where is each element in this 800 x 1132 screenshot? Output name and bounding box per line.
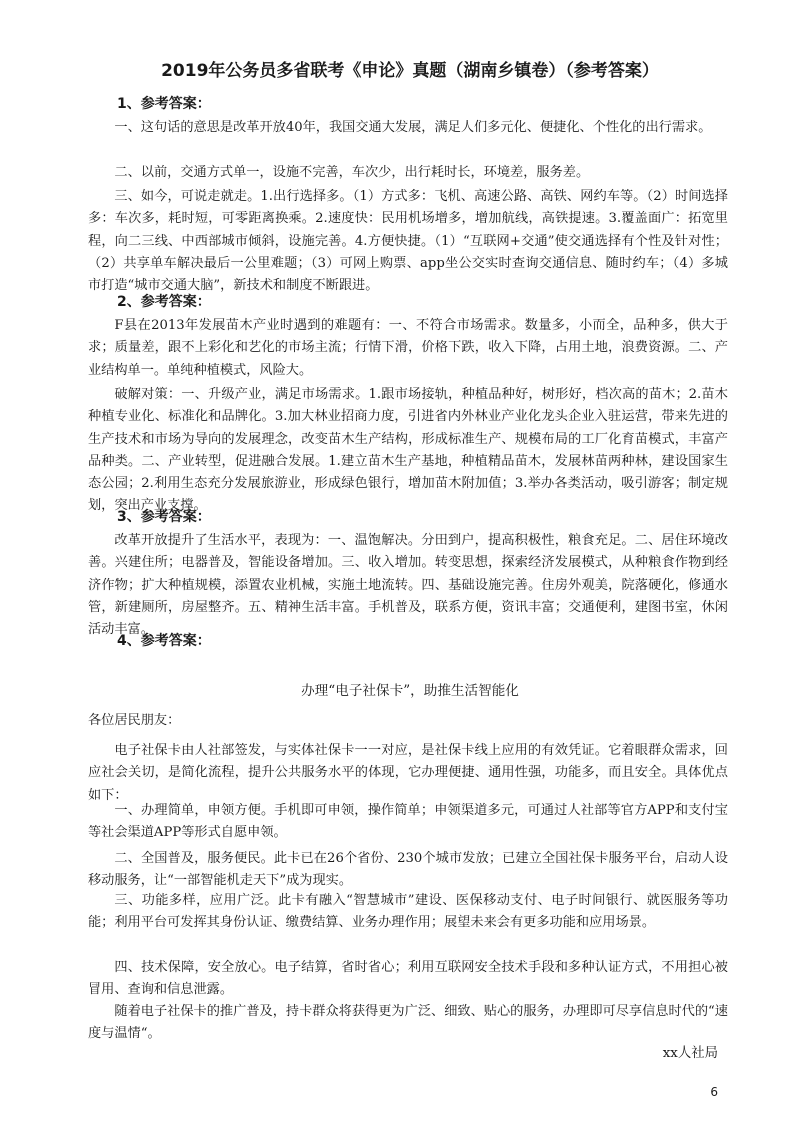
letter-paragraph-4: 三、功能多样，应用广泛。此卡有融入“智慧城市”建设、医保移动支付、电子时间银行、就医服务等功能；利用平台可发挥其身份认证、缴费结算、业务办理作用；展望未来会有更多功能和应用场景。 — [88, 893, 728, 931]
letter-paragraph-2: 一、办理简单，申领方便。手机即可申领，操作简单；申领渠道多元，可通过人社部等官方APP和支付宝等社会渠道APP等形式自愿申领。 — [88, 803, 728, 841]
section-4-heading: 4、参考答案： — [117, 633, 211, 649]
section-2-paragraph-1: F县在2013年发展苗木产业时遇到的难题有：一、不符合市场需求。数量多，小而全，品种多，供大于求；质量差，跟不上彩化和艺化的市场主流；行情下滑，价格下跌，收入下降，占用土地，浪费资源。二、产业结构单一。单纯种植模式，风险大。 — [88, 318, 728, 378]
letter-title: 办理“电子社保卡”，助推生活智能化 — [301, 683, 519, 699]
document-title: 2019年公务员多省联考《申论》真题（湖南乡镇卷）（参考答案） — [161, 61, 659, 81]
letter-salutation: 各位居民朋友： — [88, 713, 181, 728]
section-2-heading: 2、参考答案： — [117, 294, 211, 310]
section-1-paragraph-1: 一、这句话的意思是改革开放40年，我国交通大发展，满足人们多元化、便捷化、个性化的出行需求。 — [114, 120, 712, 135]
letter-paragraph-5: 四、技术保障，安全放心。电子结算，省时省心；利用互联网安全技术手段和多种认证方式，不用担心被冒用、查询和信息泄露。 — [88, 960, 728, 998]
section-1-paragraph-3: 三、如今，可说走就走。1.出行选择多。（1）方式多：飞机、高速公路、高铁、网约车等。（2）时间选择多：车次多，耗时短，可零距离换乘。2.速度快：民用机场增多，增加航线，高铁提速。3.覆盖面广：拓宽里程，向二三线、中西部城市倾斜，设施完善。4.方便快捷。（1）“互联网+交通”使交通选择有个性及针对性；（2）共享单车解决最后一公里难题；（3）可网上购票、app坐公交实时查询交通信息、随时约车；（4）多城市打造“城市交通大脑”，新技术和制度不断跟进。 — [88, 189, 728, 294]
section-3-heading: 3、参考答案： — [117, 509, 211, 525]
section-3-paragraph-1: 改革开放提升了生活水平，表现为：一、温饱解决。分田到户，提高积极性，粮食充足。二、居住环境改善。兴建住所；电器普及，智能设备增加。三、收入增加。转变思想，探索经济发展模式，从种粮食作物到经济作物；扩大种植规模，添置农业机械，实施土地流转。四、基础设施完善。住房外观美，院落硬化，修通水管，新建厕所，房屋整齐。五、精神生活丰富。手机普及，联系方便，资讯丰富；交通便利，建图书室，休闲活动丰富。 — [88, 533, 728, 638]
letter-paragraph-1: 电子社保卡由人社部签发，与实体社保卡一一对应，是社保卡线上应用的有效凭证。它着眼群众需求，回应社会关切，是简化流程，提升公共服务水平的体现，它办理便捷、通用性强，功能多，而且安全。具体优点如下： — [88, 743, 728, 803]
section-1-paragraph-2: 二、以前，交通方式单一，设施不完善，车次少，出行耗时长，环境差，服务差。 — [114, 165, 590, 180]
page-number: 6 — [710, 1085, 718, 1099]
letter-signature: xx人社局 — [662, 1046, 718, 1061]
letter-paragraph-6: 随着电子社保卡的推广普及，持卡群众将获得更为广泛、细致、贴心的服务，办理即可尽享信息时代的“速度与温情“。 — [88, 1004, 728, 1042]
letter-paragraph-3: 二、全国普及，服务便民。此卡已在26个省份、230个城市发放；已建立全国社保卡服务平台，启动人设移动服务，让“一部智能机走天下”成为现实。 — [88, 851, 728, 889]
section-2-paragraph-2: 破解对策：一、升级产业，满足市场需求。1.跟市场接轨，种植品种好，树形好，档次高的苗木；2.苗木种植专业化、标准化和品牌化。3.加大林业招商力度，引进省内外林业产业化龙头企业入驻运营，带来先进的生产技术和市场为导向的发展理念，改变苗木生产结构，形成标准生产、规模布局的工厂化育苗模式，丰富产品种类。二、产业转型，促进融合发展。1.建立苗木生产基地，种植精品苗木，发展林苗两种林，建设国家生态公园；2.利用生态充分发展旅游业，形成绿色银行，增加苗木附加值；3.举办各类活动，吸引游客；制定规划，突出产业支撑。 — [88, 387, 728, 514]
section-1-heading: 1、参考答案： — [117, 96, 211, 112]
